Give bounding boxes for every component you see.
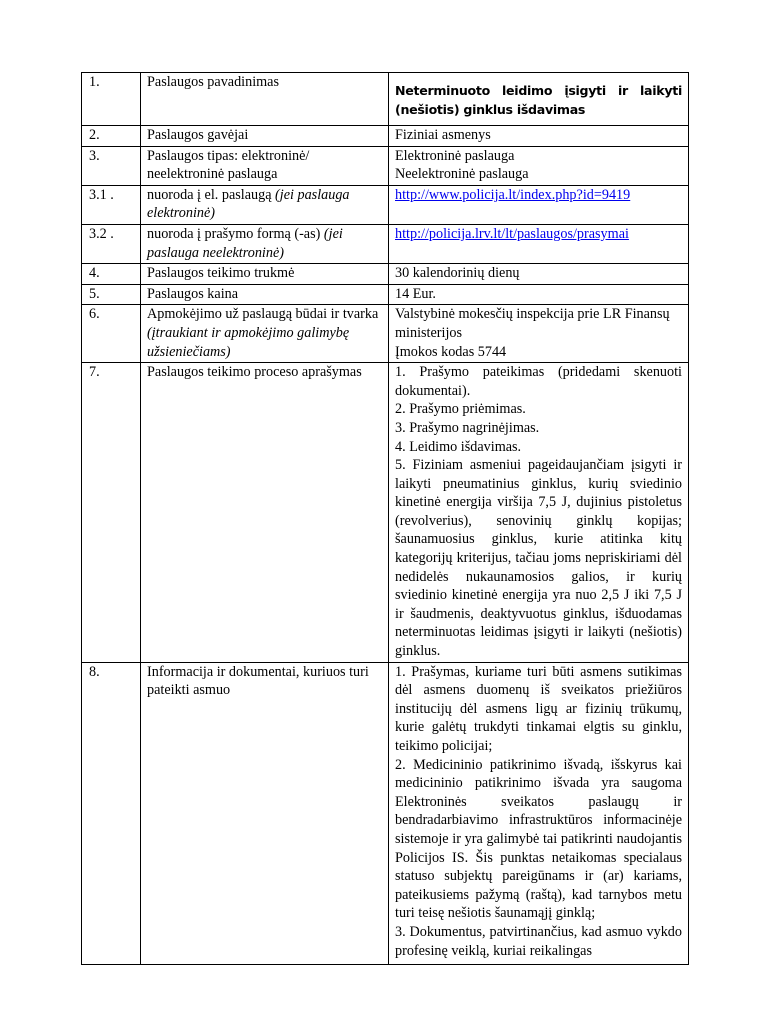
value-line: 2. Prašymo priėmimas. [395, 401, 526, 418]
row-number: 1. [82, 73, 141, 126]
label-text: nuoroda į prašymo formą (-as) [147, 225, 321, 242]
row-label: Paslaugos gavėjai [141, 126, 389, 147]
table-row [82, 126, 689, 147]
row-number: 3.2 . [82, 224, 141, 263]
table-row [82, 264, 689, 285]
row-value [389, 662, 689, 964]
table-row [82, 73, 689, 126]
row-number: 6. [82, 305, 141, 363]
label-note: (jei paslauga elektroninė) [147, 186, 350, 222]
value-line: 3. Dokumentus, patvirtinančius, kad asmuo vykdo profesinę veiklą, kuriai reikalingas [395, 923, 682, 959]
row-number: 3. [82, 146, 141, 185]
row-value: 30 kalendorinių dienų [389, 264, 689, 285]
value-line: Neelektroninė paslauga [395, 166, 529, 183]
table-row [82, 662, 689, 964]
table-row [82, 305, 689, 363]
row-label: Paslaugos teikimo proceso aprašymas [141, 363, 389, 663]
table-row [82, 284, 689, 305]
row-label [141, 185, 389, 224]
row-label [141, 305, 389, 363]
row-number: 3.1 . [82, 185, 141, 224]
row-value [389, 185, 689, 224]
row-label [141, 224, 389, 263]
service-title: Neterminuoto leidimo įsigyti ir laikyti (nešiotis) ginklus išdavimas [389, 73, 689, 126]
row-value [389, 305, 689, 363]
row-value: 14 Eur. [389, 284, 689, 305]
row-number: 8. [82, 662, 141, 964]
value-line: Elektroninė paslauga [395, 147, 515, 164]
row-number: 7. [82, 363, 141, 663]
row-value: Fiziniai asmenys [389, 126, 689, 147]
label-text: Apmokėjimo už paslaugą būdai ir tvarka [147, 306, 379, 323]
value-line: 1. Prašymo pateikimas (pridedami skenuoti dokumentai). [395, 364, 682, 399]
label-note: (įtraukiant ir apmokėjimo galimybę užsieniečiams) [147, 324, 350, 360]
table-row [82, 363, 689, 663]
value-line: 4. Leidimo išdavimas. [395, 438, 522, 455]
service-info-table [81, 72, 689, 965]
table-row [82, 224, 689, 263]
value-line: Valstybinė mokesčių inspekcija prie LR Finansų ministerijos [395, 306, 670, 341]
row-number: 5. [82, 284, 141, 305]
electronic-service-link[interactable]: http://www.policija.lt/index.php?id=9419 [395, 186, 631, 203]
value-line: 1. Prašymas, kuriame turi būti asmens sutikimas dėl asmens duomenų iš sveikatos priežiūros institucijų dėl asmens ligų ar fizinių trūkumų, kurie galėtų trukdyti tinkamai elgtis su ginklu, teikimo policijai; [395, 663, 682, 754]
value-line: Įmokos kodas 5744 [395, 343, 507, 360]
row-label: Paslaugos kaina [141, 284, 389, 305]
row-number: 2. [82, 126, 141, 147]
label-note: (jei paslauga neelektroninė) [147, 225, 343, 261]
row-value-content [395, 663, 682, 963]
request-form-link[interactable]: http://policija.lrv.lt/lt/paslaugos/prasymai [395, 225, 629, 242]
value-line: 2. Medicininio patikrinimo išvadą, išskyrus kai medicininio patikrinimo išvada yra saugoma Elektroninės sveikatos paslaugų ir bendradarbiavimo infrastruktūros informacinėje sistemoje ir yra galimybė tai patikrinti naudojantis Policijos IS. Šis punktas netaikomas specialaus statuso subjektų pareigūnams ir (ar) kariams, pateikusiems pažymą (raštą), kad tarnybos metu turi teisę nešiotis šaunamąjį ginklą; [395, 756, 682, 922]
row-value [389, 224, 689, 263]
row-label: Paslaugos pavadinimas [141, 73, 389, 126]
row-label: Informacija ir dokumentai, kuriuos turi pateikti asmuo [141, 662, 389, 964]
table-row [82, 185, 689, 224]
row-number: 4. [82, 264, 141, 285]
value-line: 3. Prašymo nagrinėjimas. [395, 419, 540, 436]
label-text: nuoroda į el. paslaugą [147, 186, 272, 203]
row-label: Paslaugos tipas: elektroninė/ neelektroninė paslauga [141, 146, 389, 185]
table-row [82, 146, 689, 185]
value-line: 5. Fiziniam asmeniui pageidaujančiam įsigyti ir laikyti pneumatinius ginklus, kurių sviedinio kinetinė energija viršija 7,5 J, dujinius pistoletus (revolverius), senovinių ginklų kopijas; šaunamuosius ginklus, kurie atitinka kitų kategorijų kriterijus, tačiau joms nepriskiriami dėl nedidelės nukaunamosios galios, ir kurių sviedinio kinetinė energija yra nuo 2,5 J iki 7,5 J ir šaudmenis, deaktyvuotus ginklus, išduodamas neterminuotas leidimas įsigyti ir laikyti (nešiotis) ginklus. [395, 457, 682, 660]
row-value [389, 146, 689, 185]
row-value [389, 363, 689, 663]
row-label: Paslaugos teikimo trukmė [141, 264, 389, 285]
